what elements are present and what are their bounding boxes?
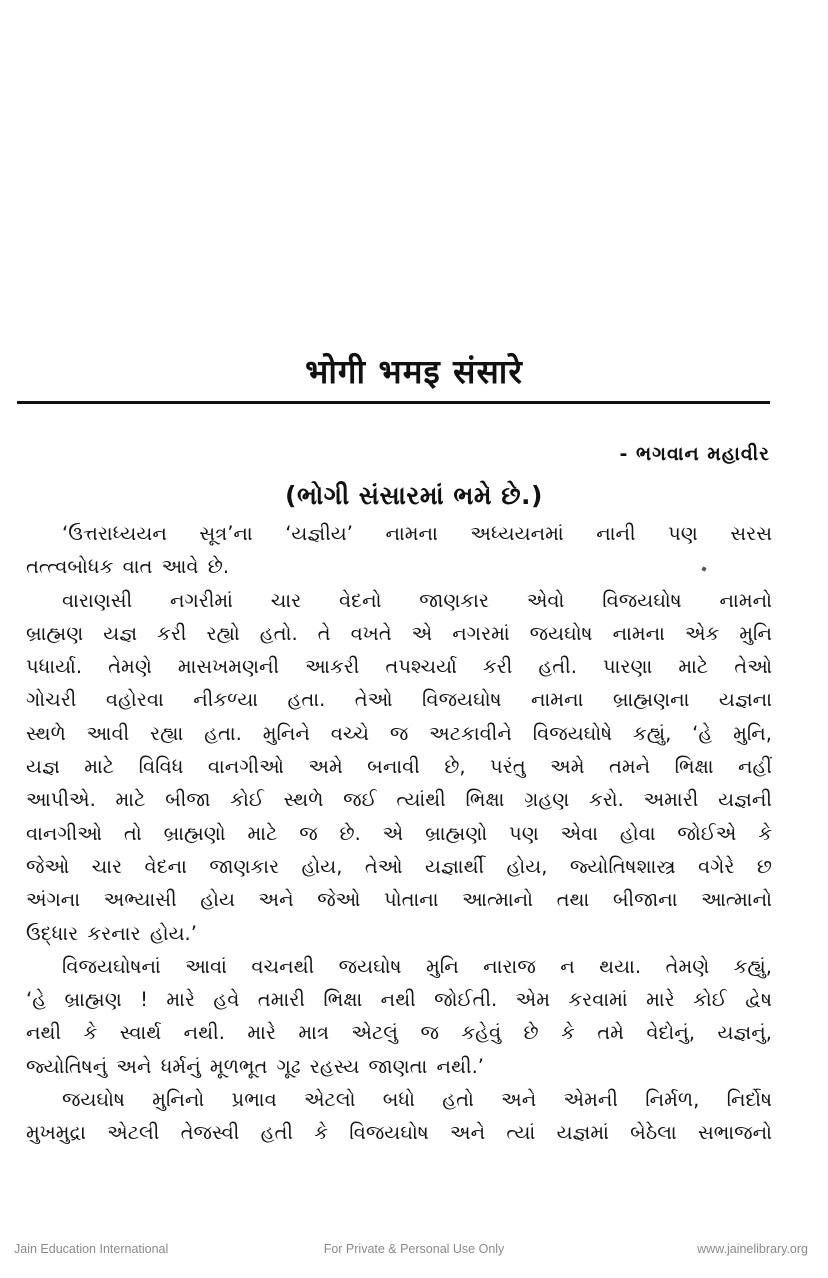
text-line: પધાર્યા. તેમણે માસખમણની આકરી તપશ્ચર્યા કરી હતી. પારણા માટે તેઓ: [26, 655, 772, 679]
text-line: સ્થળે આવી રહ્યા હતા. મુનિને વચ્ચે જ અટકાવીને વિજયઘોષે કહ્યું, ‘હે મુનિ,: [26, 721, 772, 745]
text-line: આપીએ. માટે બીજા કોઈ સ્થળે જઈ ત્યાંથી ભિક્ષા ગ્રહણ કરો. અમારી યજ્ઞની: [26, 788, 772, 812]
text-line: ઉદ્ધાર કરનાર હોય.’: [26, 921, 197, 945]
text-line: જ્યોતિષનું અને ધર્મનું મૂળભૂત ગૂઢ રહસ્ય જાણતા નથી.’: [26, 1054, 484, 1078]
text-line: જેઓ ચાર વેદના જાણકાર હોય, તેઓ યજ્ઞાર્થી હોય, જ્યોતિષશાસ્ત્ર વગેરે છ: [26, 854, 772, 878]
page-subtitle: (ભોગી સંસારમાં ભમે છે.): [285, 481, 543, 510]
footer-usage-notice: For Private & Personal Use Only: [323, 1242, 505, 1256]
text-line: તત્ત્વબોધક વાત આવે છે.: [26, 555, 230, 579]
page-title: भोगी भमइ संसारे: [305, 352, 523, 391]
text-line: વારાણસી નગરીમાં ચાર વેદનો જાણકાર એવો વિજયઘોષ નામનો: [62, 588, 772, 612]
footer-publisher: Jain Education International: [14, 1242, 169, 1256]
text-line: વિજયઘોષનાં આવાં વચનથી જયઘોષ મુનિ નારાજ ન થયા. તેમણે કહ્યું,: [62, 954, 772, 978]
text-line: અંગના અભ્યાસી હોય અને જેઓ પોતાના આત્માનો તથા બીજાના આત્માનો: [26, 888, 772, 912]
text-line: નથી કે સ્વાર્થ નથી. મારે માત્ર એટલું જ કહેવું છે કે તમે વેદોનું, યજ્ઞનું,: [26, 1021, 772, 1045]
text-line: ‘ઉત્તરાધ્યયન સૂત્ર’ના ‘યજ્ઞીય’ નામના અધ્યયનમાં નાની પણ સરસ: [62, 522, 772, 545]
text-line: વાનગીઓ તો બ્રાહ્મણો માટે જ છે. એ બ્રાહ્મણો પણ એવા હોવા જોઈએ કે: [26, 821, 772, 845]
footer-website-link[interactable]: www.jainelibrary.org: [697, 1242, 808, 1256]
paragraph-1: [26, 517, 772, 584]
body-text: [26, 517, 772, 1150]
page-footer: [0, 1240, 828, 1260]
paragraph-3: [26, 950, 772, 1083]
text-line: ‘હે બ્રાહ્મણ ! મારે હવે તમારી ભિક્ષા નથી જોઈતી. એમ કરવામાં મારે કોઈ દ્વેષ: [26, 988, 772, 1012]
paragraph-2: [26, 584, 772, 950]
paragraph-4: [26, 1083, 772, 1150]
text-line: ગોચરી વહોરવા નીકળ્યા હતા. તેઓ વિજયઘોષ નામના બ્રાહ્મણના યજ્ઞના: [26, 688, 772, 712]
text-line: બ્રાહ્મણ યજ્ઞ કરી રહ્યો હતો. તે વખતે એ નગરમાં જયઘોષ નામના એક મુનિ: [26, 621, 772, 645]
author-attribution: - ભગવાન મહાવીર: [619, 443, 770, 465]
text-line: જયઘોષ મુનિનો પ્રભાવ એટલો બધો હતો અને એમની નિર્મળ, નિર્દોષ: [62, 1088, 772, 1112]
title-divider: [17, 401, 770, 404]
text-line: મુખમુદ્રા એટલી તેજસ્વી હતી કે વિજયઘોષ અને ત્યાં યજ્ઞમાં બેઠેલા સભાજનો: [26, 1121, 772, 1145]
text-line: યજ્ઞ માટે વિવિધ વાનગીઓ અમે બનાવી છે, પરંતુ અમે તમને ભિક્ષા નહીં: [26, 755, 772, 779]
